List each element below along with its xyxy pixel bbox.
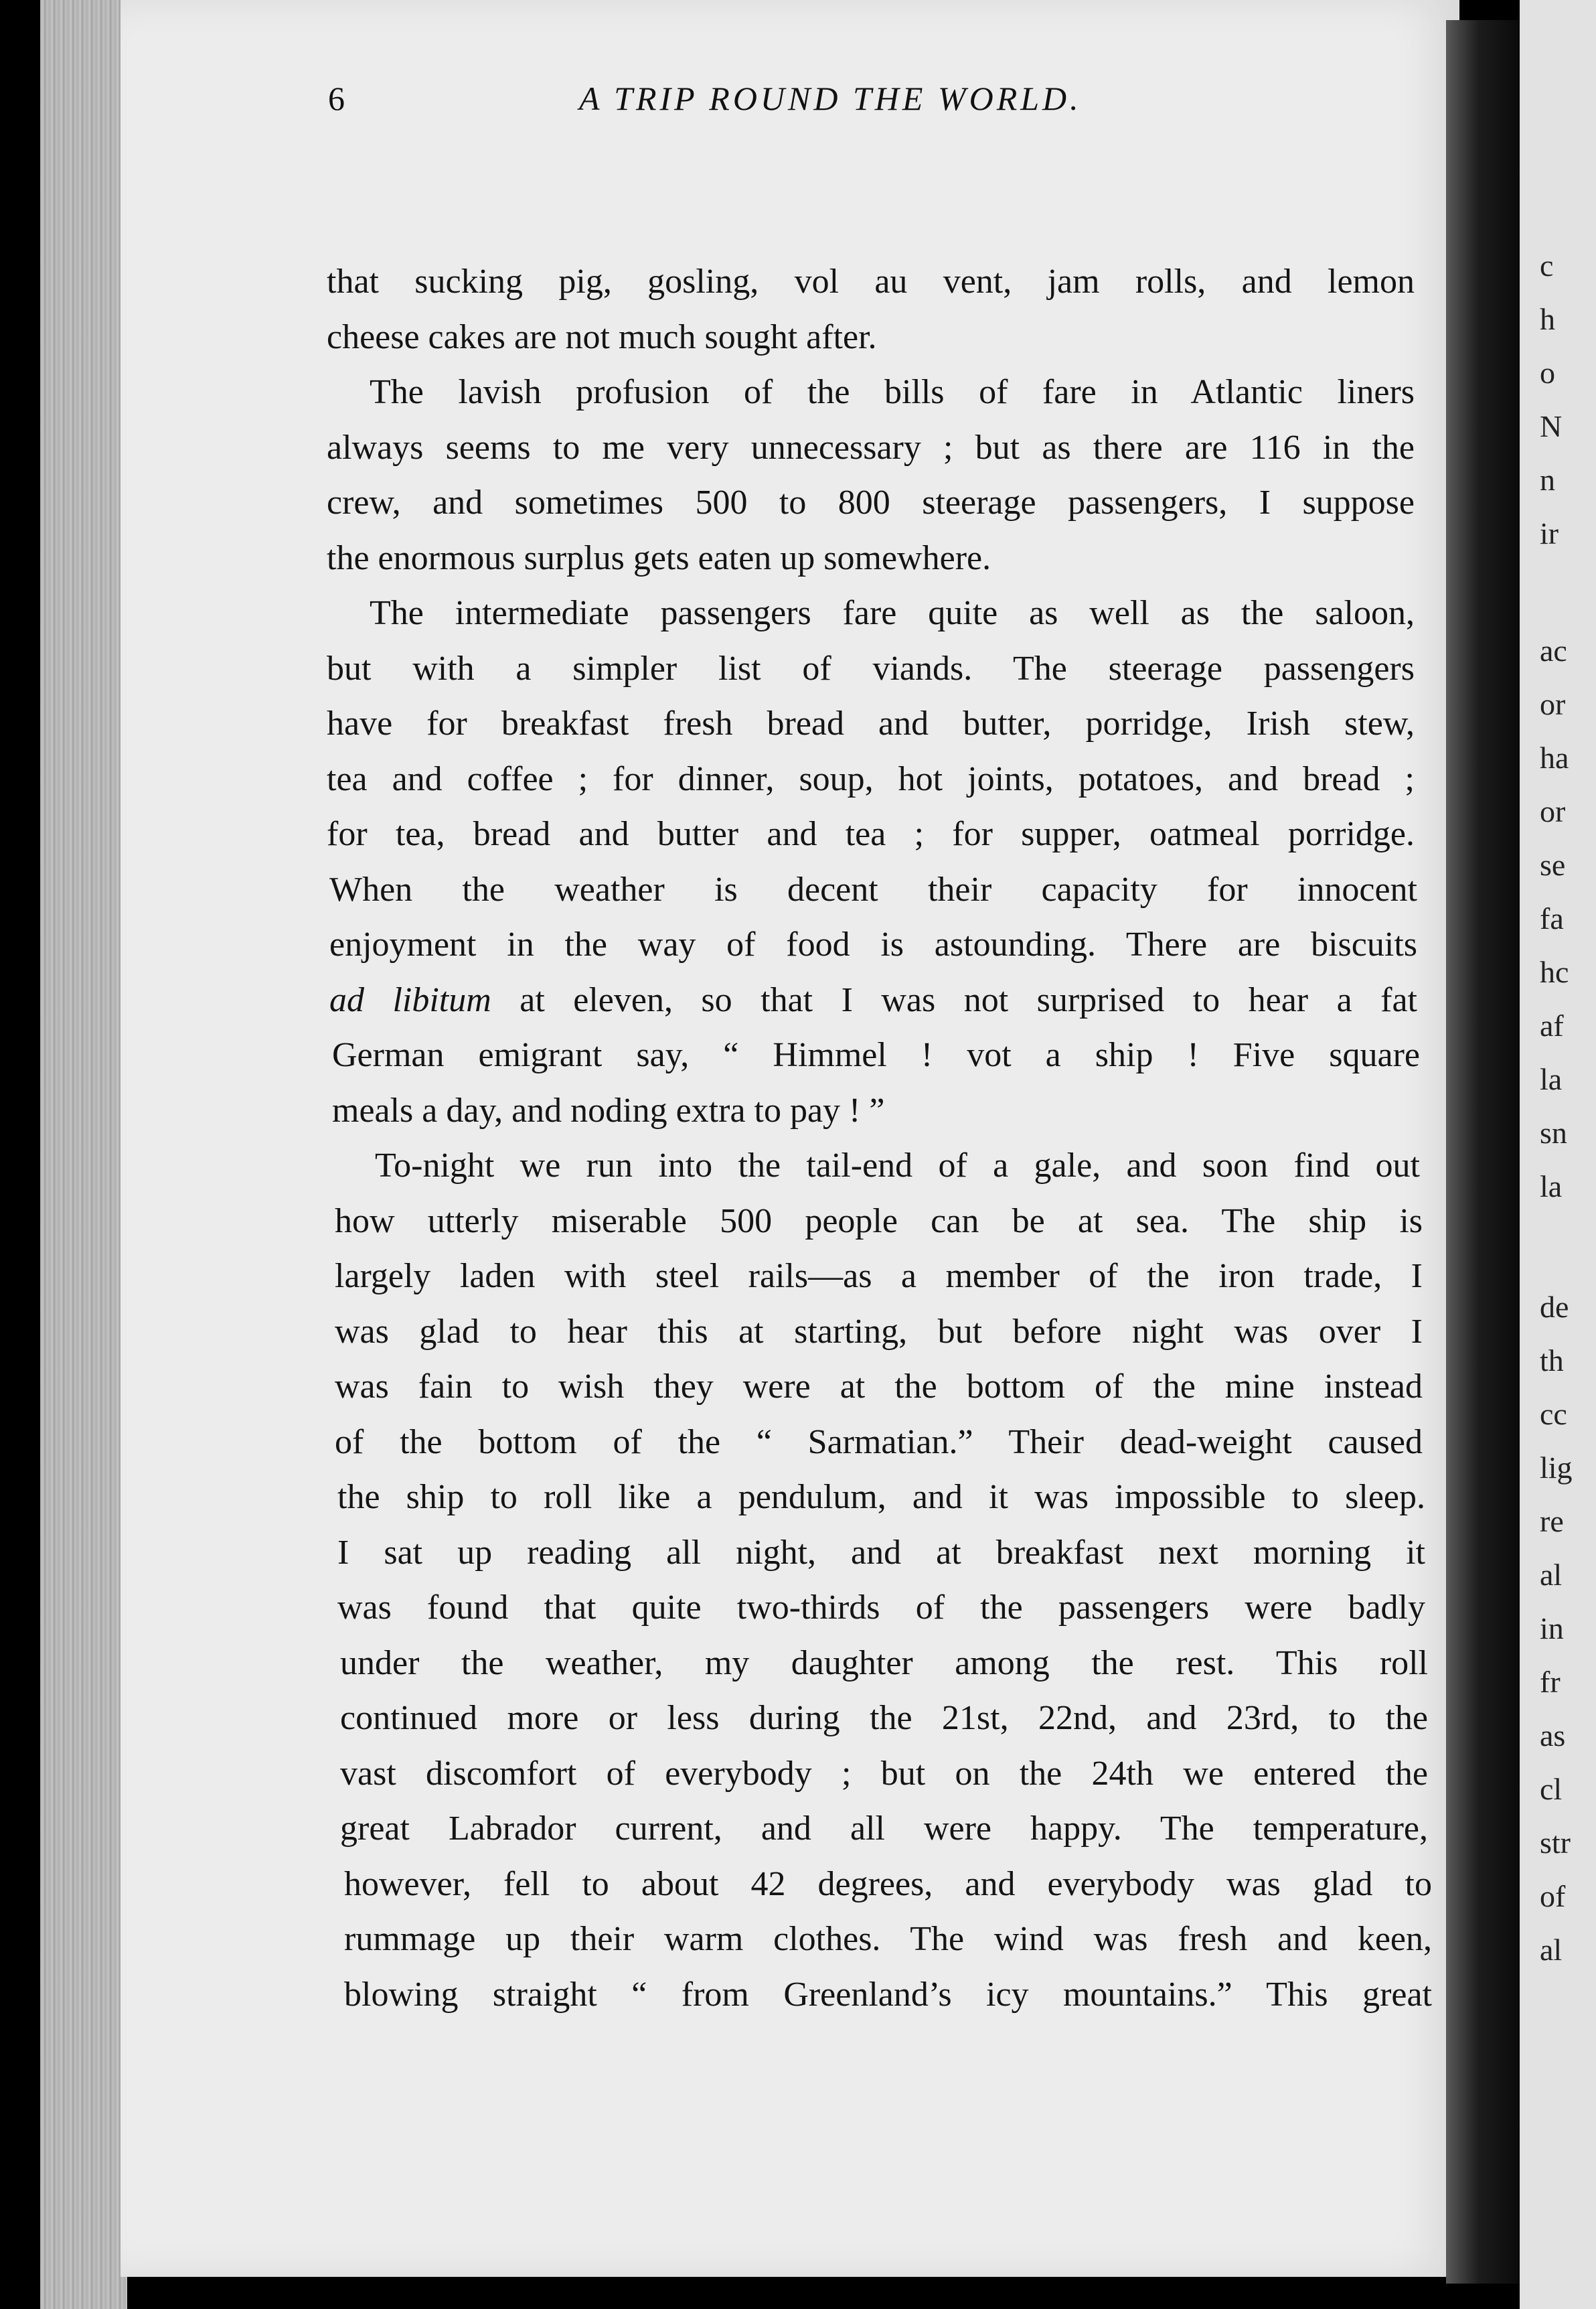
next-page-fragment: of <box>1540 1879 1566 1913</box>
next-page-fragment: str <box>1540 1826 1571 1860</box>
text-line: German emigrant say, “ Himmel ! vot a ship ! Five square <box>332 1036 1420 1074</box>
text-line <box>329 973 1417 1029</box>
next-page-fragment: n <box>1540 463 1555 497</box>
text-line: have for breakfast fresh bread and butter, porridge, Irish stew, <box>327 704 1415 743</box>
text-line: cheese cakes are not much sought after. <box>327 317 877 356</box>
next-page-fragment: ir <box>1540 516 1559 550</box>
text-fragment: at eleven, so that I was not surprised to hear a fat <box>491 980 1417 1019</box>
next-page-fragment: al <box>1540 1558 1563 1592</box>
text-line: that sucking pig, gosling, vol au vent, jam rolls, and lemon <box>327 263 1415 301</box>
text-line: the enormous surplus gets eaten up somewhere. <box>327 538 991 577</box>
next-page-fragment: fr <box>1540 1665 1561 1699</box>
next-page-fragment: de <box>1540 1290 1569 1324</box>
text-line: meals a day, and noding extra to pay ! ” <box>332 1091 885 1130</box>
text-line: rummage up their warm clothes. The wind was fresh and keen, <box>344 1920 1432 1958</box>
text-line: was fain to wish they were at the bottom of the mine instead <box>335 1367 1423 1406</box>
next-page-fragment: cl <box>1540 1772 1563 1806</box>
text-line: great Labrador current, and all were happy. The temperature, <box>340 1809 1428 1848</box>
next-page-fragment: c <box>1540 248 1554 283</box>
text-line: crew, and sometimes 500 to 800 steerage passengers, I suppose <box>327 483 1415 522</box>
text-line: under the weather, my daughter among the rest. This roll <box>340 1643 1428 1682</box>
page-header <box>328 79 1466 119</box>
next-page-fragment: al <box>1540 1933 1563 1967</box>
body-text <box>327 254 1432 2022</box>
text-line: how utterly miserable 500 people can be at sea. The ship is <box>335 1201 1423 1240</box>
next-page-fragment: hc <box>1540 955 1569 989</box>
text-line: vast discomfort of everybody ; but on the 24th we entered the <box>340 1754 1428 1793</box>
text-line: blowing straight “ from Greenland’s icy mountains.” This great <box>344 1975 1432 2014</box>
next-page-fragment: la <box>1540 1169 1563 1203</box>
text-line: I sat up reading all night, and at breakfast next morning it <box>337 1533 1425 1572</box>
next-page-fragment: re <box>1540 1504 1564 1538</box>
next-page-fragment: h <box>1540 302 1555 336</box>
page-edges <box>40 0 127 2309</box>
text-line: The lavish profusion of the bills of fare in Atlantic liners <box>370 373 1415 411</box>
text-line: the ship to roll like a pendulum, and it was impossible to sleep. <box>337 1478 1425 1516</box>
next-page-fragment: in <box>1540 1611 1564 1645</box>
next-page-fragment: la <box>1540 1062 1563 1096</box>
text-line: of the bottom of the “ Sarmatian.” Their dead-weight caused <box>335 1422 1423 1461</box>
next-page-edge <box>1520 0 1596 2309</box>
text-line: The intermediate passengers fare quite as well as the saloon, <box>370 594 1415 632</box>
next-page-fragment: th <box>1540 1343 1564 1377</box>
text-line: largely laden with steel rails—as a member of the iron trade, I <box>335 1257 1423 1295</box>
text-line: for tea, bread and butter and tea ; for supper, oatmeal porridge. <box>327 815 1415 853</box>
text-line: enjoyment in the way of food is astounding. There are biscuits <box>329 925 1417 964</box>
running-head: A TRIP ROUND THE WORLD. <box>579 80 1082 117</box>
next-page-fragment: o <box>1540 356 1555 390</box>
text-line: To-night we run into the tail-end of a gale, and soon find out <box>375 1146 1420 1185</box>
next-page-fragment: cc <box>1540 1397 1567 1431</box>
text-line: was found that quite two-thirds of the passengers were badly <box>337 1588 1425 1627</box>
next-page-fragment: or <box>1540 687 1566 721</box>
next-page-fragment: N <box>1540 409 1563 443</box>
text-line: always seems to me very unnecessary ; but as there are 116 in the <box>327 428 1415 467</box>
text-line: tea and coffee ; for dinner, soup, hot joints, potatoes, and bread ; <box>327 759 1415 798</box>
text-line: was glad to hear this at starting, but before night was over I <box>335 1312 1423 1351</box>
next-page-fragment: se <box>1540 848 1566 882</box>
next-page-fragment: lig <box>1540 1450 1573 1485</box>
next-page-fragment: ha <box>1540 741 1569 775</box>
next-page-fragment: sn <box>1540 1116 1567 1150</box>
next-page-fragment: af <box>1540 1009 1564 1043</box>
text-line: however, fell to about 42 degrees, and everybody was glad to <box>344 1864 1432 1903</box>
text-line: but with a simpler list of viands. The steerage passengers <box>327 649 1415 688</box>
text-line: When the weather is decent their capacity for innocent <box>329 870 1417 909</box>
text-line: continued more or less during the 21st, 22nd, and 23rd, to the <box>340 1699 1428 1737</box>
next-page-fragment: ac <box>1540 634 1567 668</box>
page-number: 6 <box>328 80 345 117</box>
italic-phrase: ad libitum <box>329 980 491 1019</box>
next-page-fragment: fa <box>1540 901 1564 936</box>
next-page-fragment: as <box>1540 1718 1566 1753</box>
book-gutter <box>1446 20 1520 2284</box>
next-page-fragment: or <box>1540 794 1566 828</box>
